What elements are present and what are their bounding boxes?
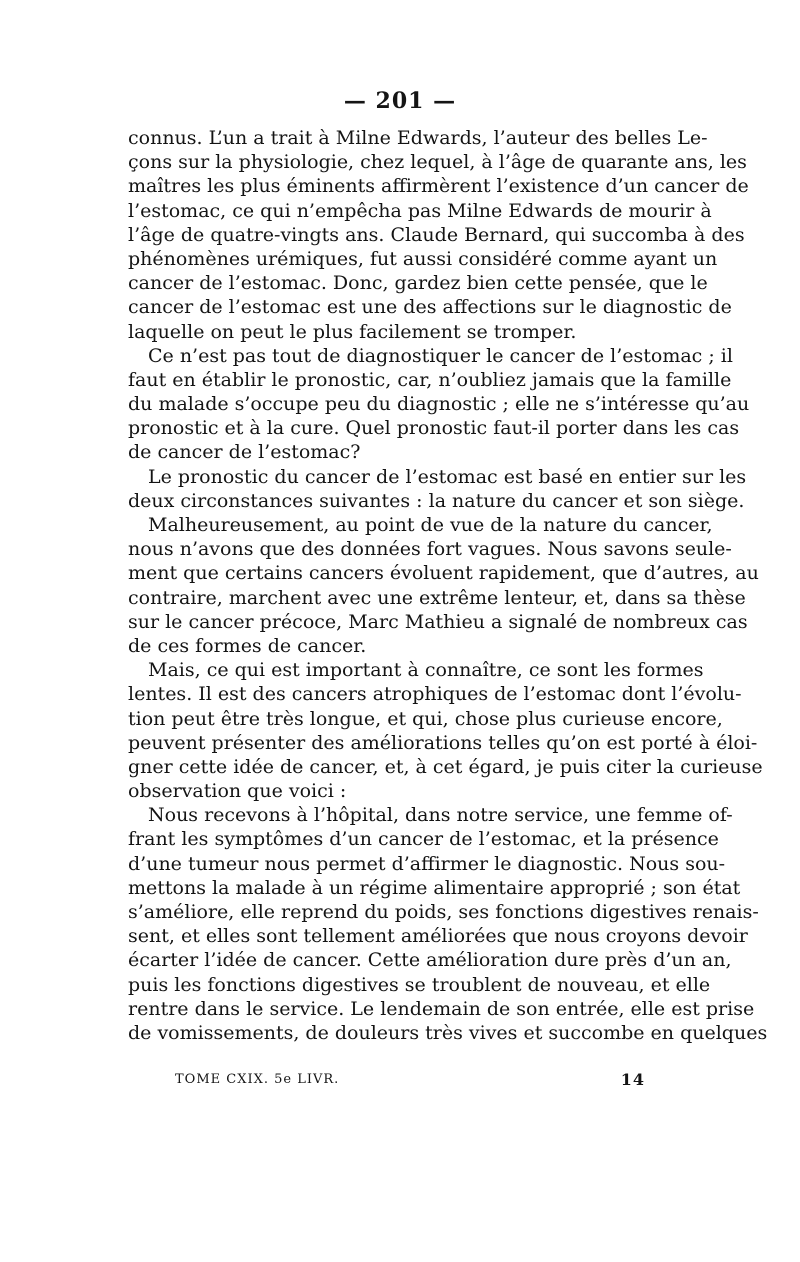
text-line: contraire, marchent avec une extrême lenteur, et, dans sa thèse <box>128 586 746 609</box>
text-line: ment que certains cancers évoluent rapidement, que d’autres, au <box>128 562 759 585</box>
text-line: deux circonstances suivantes : la nature du cancer et son siège. <box>128 489 745 512</box>
text-line: phénomènes urémiques, fut aussi considéré comme ayant un <box>128 247 718 270</box>
text-line: du malade s’occupe peu du diagnostic ; elle ne s’intéresse qu’au <box>128 393 750 416</box>
text-line: sent, et elles sont tellement améliorées que nous croyons devoir <box>128 925 748 948</box>
page-number: — 201 — <box>343 88 457 114</box>
text-line: Ce n’est pas tout de diagnostiquer le cancer de l’estomac ; il <box>148 344 733 367</box>
text-line: peuvent présenter des améliorations telles qu’on est porté à éloi- <box>128 731 758 754</box>
text-line: s’améliore, elle reprend du poids, ses fonctions digestives renais- <box>128 901 759 923</box>
text-line: puis les fonctions digestives se troublent de nouveau, et elle <box>128 973 711 996</box>
page-footer <box>175 1072 645 1094</box>
text-line: maîtres les plus éminents affirmèrent l’existence d’un cancer de <box>128 175 749 198</box>
text-line: gner cette idée de cancer, et, à cet égard, je puis citer la curieuse <box>128 755 763 778</box>
text-line: cancer de l’estomac est une des affections sur le diagnostic de <box>128 296 732 319</box>
text-line: çons sur la physiologie, chez lequel, à l’âge de quarante ans, les <box>128 151 747 174</box>
text-line: Mais, ce qui est important à connaître, ce sont les formes <box>148 659 704 682</box>
text-line: l’estomac, ce qui n’empêcha pas Milne Edwards de mourir à <box>128 199 712 222</box>
body-text <box>128 126 768 1045</box>
text-line: sur le cancer précoce, Marc Mathieu a signalé de nombreux cas <box>128 610 748 633</box>
text-line: de ces formes de cancer. <box>128 634 367 657</box>
text-line: rentre dans le service. Le lendemain de son entrée, elle est prise <box>128 997 755 1020</box>
text-line: Le pronostic du cancer de l’estomac est basé en entier sur les <box>148 465 747 488</box>
text-line: pronostic et à la cure. Quel pronostic faut-il porter dans les cas <box>128 417 740 440</box>
text-line: frant les symptômes d’un cancer de l’estomac, et la présence <box>128 828 719 851</box>
text-line: de vomissements, de douleurs très vives et succombe en quelques <box>128 1021 768 1044</box>
footer-signature: TOME CXIX. 5e LIVR. <box>175 1072 340 1087</box>
text-line: lentes. Il est des cancers atrophiques de l’estomac dont l’évolu- <box>128 683 742 706</box>
text-line: cancer de l’estomac. Donc, gardez bien cette pensée, que le <box>128 272 708 295</box>
text-line: observation que voici : <box>128 780 347 803</box>
text-line: laquelle on peut le plus facilement se tromper. <box>128 320 577 343</box>
text-line: Nous recevons à l’hôpital, dans notre service, une femme of- <box>148 804 733 827</box>
text-line: de cancer de l’estomac? <box>128 441 361 464</box>
text-line: tion peut être très longue, et qui, chose plus curieuse encore, <box>128 707 723 730</box>
text-line: mettons la malade à un régime alimentaire approprié ; son état <box>128 876 741 899</box>
footer-sheet-number: 14 <box>620 1070 645 1089</box>
text-line: connus. L’un a trait à Milne Edwards, l’auteur des belles Le- <box>128 127 708 149</box>
text-line: Malheureusement, au point de vue de la nature du cancer, <box>148 514 713 536</box>
text-line: nous n’avons que des données fort vagues. Nous savons seule- <box>128 538 732 561</box>
text-line: d’une tumeur nous permet d’affirmer le diagnostic. Nous sou- <box>128 852 726 875</box>
text-line: écarter l’idée de cancer. Cette amélioration dure près d’un an, <box>128 949 732 972</box>
text-line: l’âge de quatre-vingts ans. Claude Bernard, qui succomba à des <box>128 223 745 246</box>
text-line: faut en établir le pronostic, car, n’oubliez jamais que la famille <box>128 368 732 391</box>
